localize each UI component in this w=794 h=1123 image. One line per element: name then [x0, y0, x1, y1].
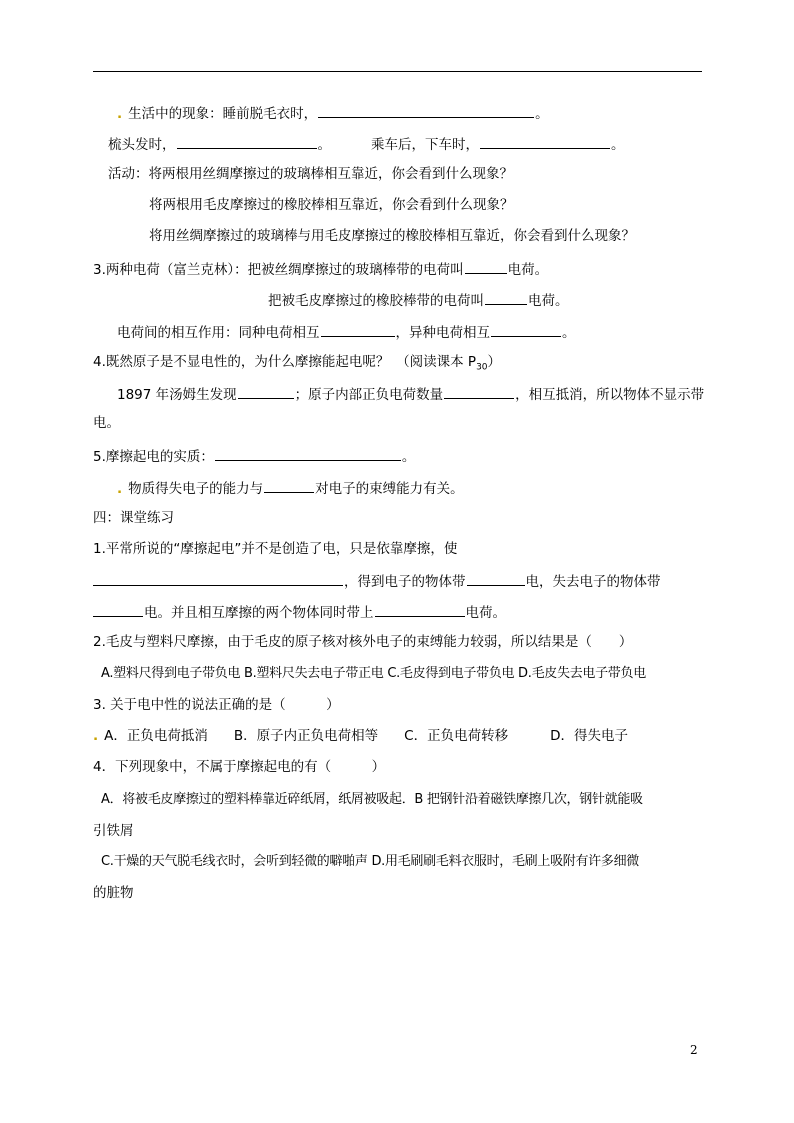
rubber-rod-text: 把被毛皮摩擦过的橡胶棒带的电荷叫: [268, 293, 484, 309]
ability-line: [117, 478, 464, 498]
blank-field[interactable]: [318, 103, 534, 118]
bullet-dot: .: [93, 728, 99, 744]
blank-field[interactable]: [215, 446, 401, 461]
essence-line: [93, 446, 415, 466]
option-b[interactable]: B．原子内正负电荷相等: [233, 728, 379, 744]
rubber-rod-line: [268, 290, 569, 310]
blank-field[interactable]: [238, 384, 294, 399]
ability-text-2: 对电子的束缚能力有关。: [315, 481, 464, 497]
punct: ）: [487, 354, 502, 370]
blank-field[interactable]: [93, 602, 143, 617]
question-2-options: A.塑料尺得到电子带负电 B.塑料尺失去电子带正电 C.毛皮得到电子带负电 D.毛皮失去电子带负电: [101, 666, 646, 681]
section-4-heading: [93, 353, 501, 377]
suffix-text: 电荷。: [507, 262, 549, 278]
combing-line: [108, 134, 625, 154]
thomson-text-2: ；原子内部正负电荷数量: [294, 387, 444, 403]
punct: 。: [401, 449, 416, 465]
combing-text: 梳头发时，: [108, 137, 176, 153]
option-c[interactable]: C．正负电荷转移: [404, 728, 509, 744]
blank-field[interactable]: [177, 134, 317, 149]
thomson-text-3: ，相互抵消，所以物体不显示带: [515, 387, 705, 403]
punct: 。: [535, 106, 549, 122]
car-text: 乘车后，下车时，: [371, 137, 479, 153]
question-3: 3. 关于电中性的说法正确的是（ ）: [93, 697, 340, 713]
blank-field[interactable]: [321, 322, 395, 337]
blank-field[interactable]: [480, 134, 610, 149]
option-a[interactable]: A．正负电荷抵消: [104, 728, 208, 744]
essence-text: 5.摩擦起电的实质：: [93, 449, 214, 465]
blank-field[interactable]: [444, 384, 514, 399]
thomson-line: [117, 384, 704, 404]
interaction-line: [117, 322, 576, 342]
question-2: 2.毛皮与塑料尺摩擦，由于毛皮的原子核对核外电子的束缚能力较弱，所以结果是（ ）: [93, 634, 633, 650]
activity-line-1: 活动：将两根用丝绸摩擦过的玻璃棒相互靠近，你会看到什么现象？: [108, 166, 513, 182]
question-4-option-ab-cont: 引铁屑: [93, 823, 134, 839]
question-1: 1.平常所说的“摩擦起电”并不是创造了电，只是依靠摩擦，使: [93, 541, 458, 557]
blank-field[interactable]: [491, 322, 561, 337]
interaction-text-2: ，异种电荷相互: [395, 325, 490, 341]
thomson-line-cont: 电。: [93, 415, 120, 431]
phenomenon-text: 生活中的现象：睡前脱毛衣时，: [128, 106, 318, 122]
question-3-options: [93, 727, 628, 745]
two-charges-text: 3.两种电荷（富兰克林）：把被丝绸摩擦过的玻璃棒带的电荷叫: [93, 262, 464, 278]
header-rule: [93, 71, 702, 72]
activity-line-3: 将用丝绸摩擦过的玻璃棒与用毛皮摩擦过的橡胶棒相互靠近，你会看到什么现象？: [149, 228, 635, 244]
bullet-dot: .: [117, 481, 123, 497]
blank-field[interactable]: [264, 478, 314, 493]
q1-text-4: 电荷。: [465, 605, 506, 621]
q1-text-2: 电，失去电子的物体带: [525, 574, 661, 590]
two-charges-line: [93, 259, 548, 279]
punct: 。: [562, 325, 576, 341]
activity-line-2: 将两根用毛皮摩擦过的橡胶棒相互靠近，你会看到什么现象？: [149, 197, 514, 213]
interaction-text: 电荷间的相互作用：同种电荷相互: [117, 325, 320, 341]
suffix-text: 电荷。: [528, 293, 569, 309]
page-ref-subscript: 30: [476, 362, 488, 373]
question-4-option-cd: C.干燥的天气脱毛线衣时，会听到轻微的噼啪声 D.用毛刷刷毛料衣服时，毛刷上吸附有许多细微: [101, 854, 639, 869]
blank-field[interactable]: [465, 259, 507, 274]
question-4-option-ab: A．将被毛皮摩擦过的塑料棒靠近碎纸屑，纸屑被吸起．B 把钢针沿着磁铁摩擦几次，钢针就能吸: [101, 792, 643, 807]
section-practice-heading: 四：课堂练习: [93, 510, 174, 526]
blank-field[interactable]: [485, 290, 527, 305]
ability-text: 物质得失电子的能力与: [128, 481, 264, 497]
bullet-dot: .: [117, 106, 123, 122]
thomson-text: 1897 年汤姆生发现: [117, 387, 237, 403]
question-4-option-cd-cont: 的脏物: [93, 885, 134, 901]
section-4-text: 4.既然原子是不显电性的，为什么摩擦能起电呢？ （阅读课本 P: [93, 354, 477, 370]
question-1-line-3: [93, 602, 506, 622]
question-1-line-2: [93, 571, 661, 591]
punct: 。: [611, 137, 625, 153]
blank-field[interactable]: [375, 602, 465, 617]
q1-text-3: 电。并且相互摩擦的两个物体同时带上: [144, 605, 374, 621]
q1-text: ，得到电子的物体带: [344, 574, 466, 590]
question-4: 4．下列现象中，不属于摩擦起电的有（ ）: [93, 759, 386, 775]
page-number: 2: [690, 1043, 698, 1057]
blank-field[interactable]: [467, 571, 525, 586]
option-d[interactable]: D．得失电子: [550, 728, 628, 744]
punct: 。: [317, 137, 331, 153]
blank-field[interactable]: [93, 571, 343, 586]
phenomenon-line: [117, 103, 549, 123]
